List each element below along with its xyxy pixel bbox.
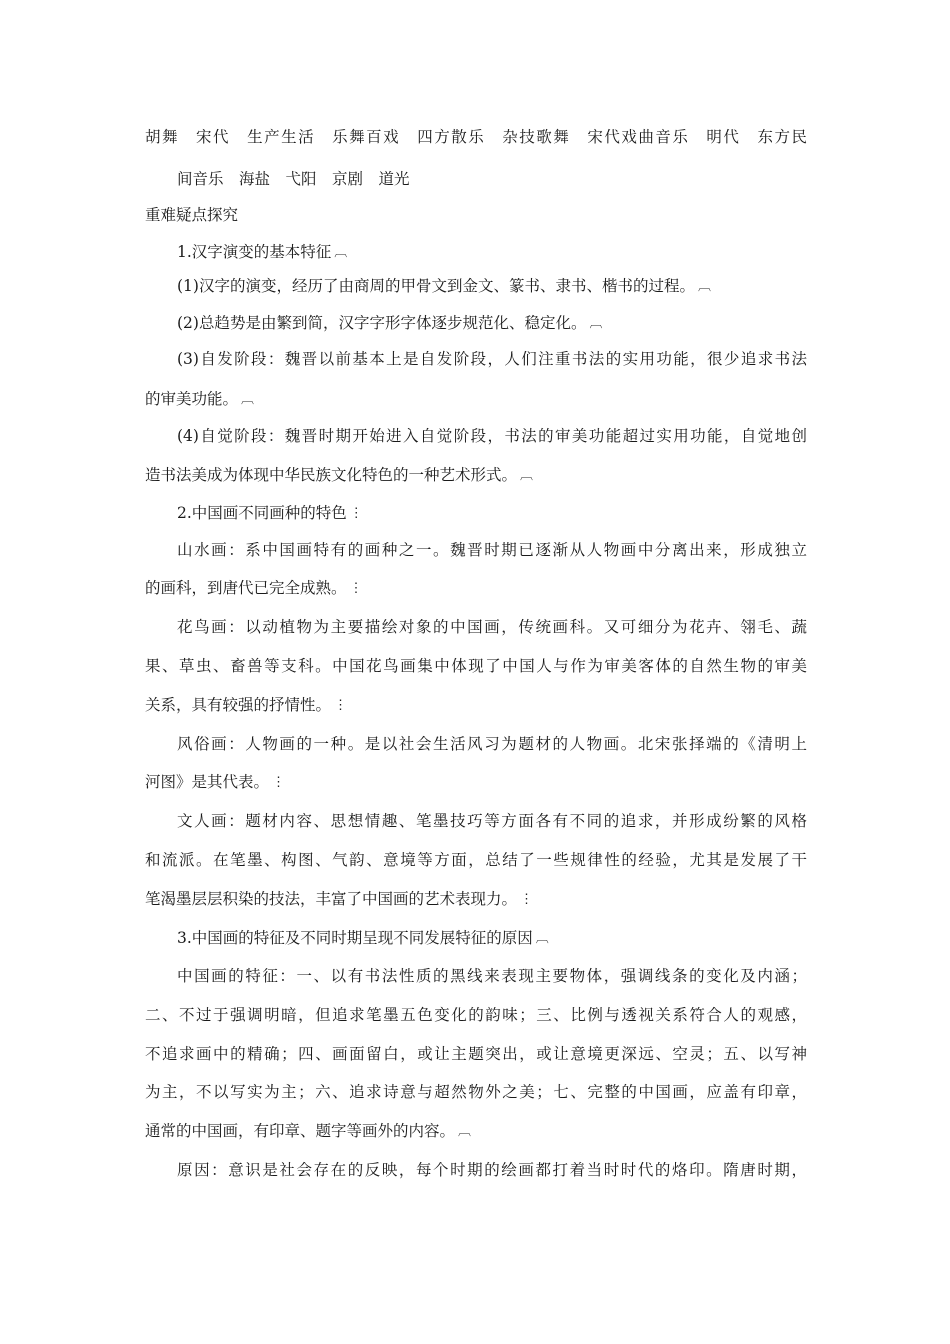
item1-p3-line-1: (3)自发阶段：魏晋以前基本上是自发阶段，人们注重书法的实用功能，很少追求书法 [177,350,807,368]
item3-feature-line-1: 中国画的特征：一、以有书法性质的黑线来表现主要物体，强调线条的变化及内涵； [177,967,807,985]
item2-huaniao-line-1: 花鸟画：以动植物为主要描绘对象的中国画，传统画科。又可细分为花卉、翎毛、蔬 [177,618,807,636]
item1-p4-line-1: (4)自觉阶段：魏晋时期开始进入自觉阶段，书法的审美功能超过实用功能，自觉地创 [177,427,807,445]
colon-mark-icon: ⋮ [349,506,363,521]
item2-huaniao-line-3 [145,695,347,715]
item1-p3b-text: 的审美功能。 [145,390,239,408]
item2-huaniao-c-text: 关系，具有较强的抒情性。 [145,696,332,714]
item2-wenren-line-2: 和流派。在笔墨、构图、气韵、意境等方面，总结了一些规律性的经验，尤其是发展了干 [145,851,807,869]
item2-title [177,503,363,523]
item1-title [177,242,347,262]
keyword-line-2: 间音乐 海盐 弋阳 京剧 道光 [177,170,410,188]
colon-mark-icon: ⋮ [349,581,363,596]
item2-fengsu-b-text: 河图》是其代表。 [145,773,270,791]
colon-mark-icon: ⋮ [334,698,348,713]
bracket-mark-icon: ︹ [535,931,549,946]
item1-p4-line-2 [145,465,533,485]
item1-p1-text: (1)汉字的演变，经历了由商周的甲骨文到金文、篆书、隶书、楷书的过程。 [177,277,695,295]
item3-feature-line-5 [145,1121,471,1141]
item1-title-text: 1.汉字演变的基本特征 [177,243,332,261]
keyword-line-1: 胡舞 宋代 生产生活 乐舞百戏 四方散乐 杂技歌舞 宋代戏曲音乐 明代 东方民 [145,128,807,146]
item2-shanshui-line-2 [145,578,363,598]
item2-wenren-c-text: 笔渴墨层层积染的技法，丰富了中国画的艺术表现力。 [145,890,518,908]
item1-p4b-text: 造书法美成为体现中华民族文化特色的一种艺术形式。 [145,466,518,484]
bracket-mark-icon: ︹ [589,316,603,331]
bracket-mark-icon: ︹ [458,1124,472,1139]
item3-feature-line-3: 不追求画中的精确；四、画面留白，或让主题突出，或让意境更深远、空灵；五、以写神 [145,1045,807,1063]
colon-mark-icon: ⋮ [272,775,286,790]
item3-reason-line-1: 原因：意识是社会存在的反映，每个时期的绘画都打着当时时代的烙印。隋唐时期， [177,1161,807,1179]
bracket-mark-icon: ︹ [334,245,348,260]
item2-wenren-line-1: 文人画：题材内容、思想情趣、笔墨技巧等方面各有不同的追求，并形成纷繁的风格 [177,812,807,830]
item3-feature-e-text: 通常的中国画，有印章、题字等画外的内容。 [145,1122,456,1140]
item3-title-text: 3.中国画的特征及不同时期呈现不同发展特征的原因 [177,929,533,947]
item1-paragraph-1 [177,276,711,296]
item2-fengsu-line-1: 风俗画：人物画的一种。是以社会生活风习为题材的人物画。北宋张择端的《清明上 [177,735,807,753]
item2-huaniao-line-2: 果、草虫、畜兽等支科。中国花鸟画集中体现了中国人与作为审美客体的自然生物的审美 [145,657,807,675]
item1-p3-line-2 [145,389,254,409]
item2-wenren-line-3 [145,889,533,909]
bracket-mark-icon: ︹ [520,468,534,483]
bracket-mark-icon: ︹ [697,279,711,294]
item1-p2-text: (2)总趋势是由繁到简，汉字字形字体逐步规范化、稳定化。 [177,314,587,332]
colon-mark-icon: ⋮ [520,892,534,907]
item3-title [177,928,549,948]
item2-title-text: 2.中国画不同画种的特色 [177,504,347,522]
bracket-mark-icon: ︹ [241,392,255,407]
item2-shanshui-line-1: 山水画：系中国画特有的画种之一。魏晋时期已逐渐从人物画中分离出来，形成独立 [177,541,807,559]
item3-feature-line-4: 为主，不以写实为主；六、追求诗意与超然物外之美；七、完整的中国画，应盖有印章， [145,1083,807,1101]
item3-feature-line-2: 二、不过于强调明暗，但追求笔墨五色变化的韵味；三、比例与透视关系符合人的观感， [145,1006,807,1024]
item2-fengsu-line-2 [145,772,285,792]
item2-shanshui-b-text: 的画科，到唐代已完全成熟。 [145,579,347,597]
item1-paragraph-2 [177,313,602,333]
section-title: 重难疑点探究 [145,206,239,224]
